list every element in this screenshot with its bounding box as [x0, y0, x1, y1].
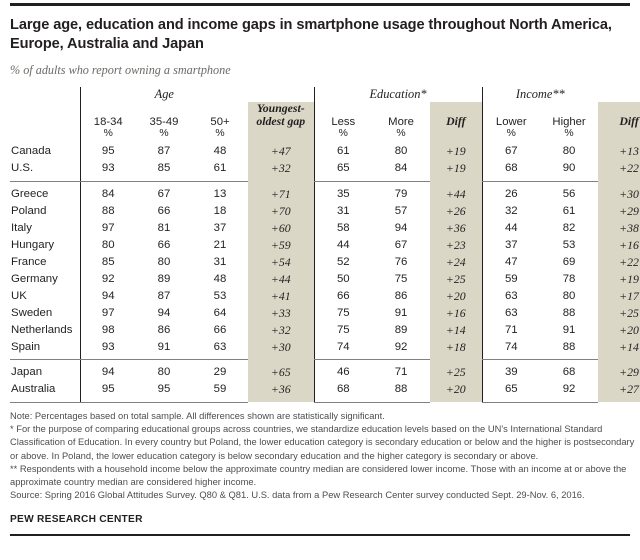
cell-edu-diff: +20 [430, 381, 482, 401]
cell-edu-diff: +14 [430, 322, 482, 339]
cell-inc-diff: +22 [598, 254, 640, 271]
cell-inc-lower: 65 [482, 381, 540, 401]
cell-age-50plus: 53 [213, 289, 227, 302]
pct-inc-higher: % [564, 128, 574, 140]
cell-age-50plus: 61 [213, 162, 227, 175]
cell-country: Germany [11, 272, 58, 285]
col-age-gap: Youngest-oldest gap [248, 102, 314, 128]
group-header-row [10, 87, 640, 102]
group-separator [10, 401, 640, 402]
cell-inc-higher: 88 [562, 340, 576, 353]
cell-inc-higher: 92 [562, 383, 576, 396]
pew-research-center-brand: PEW RESEARCH CENTER [10, 513, 143, 525]
cell-age-18-34: 97 [80, 220, 136, 237]
cell-age-gap: +36 [248, 381, 314, 401]
footnotes [10, 410, 635, 503]
group-education: Education* [314, 87, 482, 102]
cell-inc-lower: 39 [482, 360, 540, 382]
cell-age-35-49: 80 [157, 255, 171, 268]
pct-age-35-49: % [159, 128, 169, 140]
cell-age-50plus: 48 [213, 272, 227, 285]
cell-age-18-34: 92 [80, 271, 136, 288]
table-row [10, 220, 640, 237]
note-source: Source: Spring 2016 Global Attitudes Survey. Q80 & Q81. U.S. data from a Pew Research Center survey conducted Sept. 29-Nov. 6, 2016. [10, 490, 585, 501]
cell-edu-more: 88 [394, 383, 408, 396]
table-row [10, 322, 640, 339]
cell-inc-diff: +14 [598, 339, 640, 359]
cell-inc-higher: 78 [562, 272, 576, 285]
cell-age-gap: +44 [248, 271, 314, 288]
cell-country: Japan [11, 366, 43, 379]
cell-edu-diff: +23 [430, 237, 482, 254]
pct-inc-lower: % [482, 128, 540, 139]
cell-inc-higher: 61 [562, 204, 576, 217]
cell-age-35-49: 87 [157, 289, 171, 302]
cell-edu-less: 75 [314, 305, 372, 322]
table-row [10, 139, 640, 160]
cell-inc-lower: 74 [482, 339, 540, 359]
table-row [10, 360, 640, 382]
cell-inc-lower: 67 [482, 139, 540, 160]
cell-age-18-34: 93 [80, 160, 136, 180]
cell-country: Spain [11, 340, 41, 353]
cell-age-18-34: 97 [80, 305, 136, 322]
percent-sign-row [10, 128, 640, 139]
col-age-50plus: 50+ [210, 115, 230, 128]
cell-age-50plus: 13 [213, 187, 227, 200]
note-general: Note: Percentages based on total sample. All differences shown are statistically significant. [10, 410, 385, 421]
cell-age-50plus: 37 [213, 221, 227, 234]
group-income: Income** [482, 87, 598, 102]
cell-age-35-49: 80 [157, 366, 171, 379]
note-education: * For the purpose of comparing educational groups across countries, we standardize education levels based on the UN's International Standard Classification of Education. In every country but Poland, the lower education category is secondary education or below and the higher is postsecondary or above. In Poland, the lower education category is below secondary education and the higher category is secondary or above. [10, 423, 635, 461]
cell-inc-higher: 69 [562, 255, 576, 268]
cell-edu-diff: +24 [430, 254, 482, 271]
cell-age-gap: +47 [248, 139, 314, 160]
cell-edu-more: 80 [394, 145, 408, 158]
cell-inc-diff: +27 [598, 381, 640, 401]
cell-age-gap: +60 [248, 220, 314, 237]
cell-inc-lower: 63 [482, 305, 540, 322]
cell-age-18-34: 84 [80, 181, 136, 203]
table-row [10, 339, 640, 359]
pct-inc-diff [598, 128, 640, 139]
cell-inc-higher: 80 [562, 145, 576, 158]
col-country [10, 102, 80, 128]
cell-age-18-34: 80 [80, 237, 136, 254]
cell-inc-diff: +25 [598, 305, 640, 322]
cell-inc-higher: 80 [562, 289, 576, 302]
cell-edu-less: 65 [314, 160, 372, 180]
cell-edu-diff: +18 [430, 339, 482, 359]
col-inc-lower: Lower [482, 102, 540, 128]
cell-inc-diff: +13 [598, 139, 640, 160]
cell-inc-lower: 44 [482, 220, 540, 237]
col-age-35-49: 35-49 [149, 115, 179, 128]
pct-age-18-34: % [80, 128, 136, 139]
cell-inc-lower: 37 [482, 237, 540, 254]
table-row [10, 160, 640, 180]
cell-age-18-34: 95 [80, 381, 136, 401]
cell-age-50plus: 18 [213, 204, 227, 217]
cell-inc-diff: +22 [598, 160, 640, 180]
table-row [10, 381, 640, 401]
table-row [10, 203, 640, 220]
cell-inc-lower: 47 [482, 254, 540, 271]
cell-country: Italy [11, 221, 32, 234]
note-income: ** Respondents with a household income below the approximate country median are considered lower income. Those with an income at or above the approximate country median are considered higher income. [10, 463, 627, 488]
cell-age-gap: +54 [248, 254, 314, 271]
page-subtitle: % of adults who report owning a smartphone [10, 62, 231, 77]
cell-inc-higher: 68 [562, 366, 576, 379]
cell-age-35-49: 67 [157, 187, 171, 200]
cell-inc-diff: +19 [598, 271, 640, 288]
cell-age-35-49: 87 [157, 145, 171, 158]
cell-edu-less: 44 [314, 237, 372, 254]
pct-age-gap [248, 128, 314, 139]
cell-inc-diff: +29 [598, 203, 640, 220]
cell-edu-more: 84 [394, 162, 408, 175]
cell-country: Sweden [11, 306, 53, 319]
top-rule [10, 3, 630, 6]
cell-inc-diff: +38 [598, 220, 640, 237]
group-income-diff-spacer [598, 87, 640, 102]
cell-inc-lower: 68 [482, 160, 540, 180]
cell-edu-less: 75 [314, 322, 372, 339]
cell-country: Poland [11, 204, 47, 217]
cell-age-50plus: 59 [213, 383, 227, 396]
table-row [10, 271, 640, 288]
cell-inc-diff: +16 [598, 237, 640, 254]
cell-edu-diff: +19 [430, 139, 482, 160]
cell-inc-lower: 59 [482, 271, 540, 288]
cell-edu-diff: +44 [430, 181, 482, 203]
pct-edu-less: % [314, 128, 372, 139]
col-inc-diff: Diff [598, 102, 640, 128]
column-header-row [10, 102, 640, 128]
cell-country: U.S. [11, 162, 34, 175]
cell-inc-lower: 32 [482, 203, 540, 220]
pct-edu-diff [430, 128, 482, 139]
cell-age-35-49: 95 [157, 383, 171, 396]
cell-country: Canada [11, 145, 51, 158]
cell-edu-less: 31 [314, 203, 372, 220]
cell-edu-more: 79 [394, 187, 408, 200]
cell-age-35-49: 81 [157, 221, 171, 234]
col-inc-higher: Higher [552, 115, 586, 128]
cell-country: Australia [11, 383, 56, 396]
cell-age-gap: +30 [248, 339, 314, 359]
cell-age-50plus: 21 [213, 238, 227, 251]
col-edu-less: Less [314, 102, 372, 128]
cell-edu-more: 92 [394, 340, 408, 353]
cell-country: Hungary [11, 238, 55, 251]
cell-edu-more: 86 [394, 289, 408, 302]
pct-country [10, 128, 80, 139]
cell-age-18-34: 94 [80, 288, 136, 305]
table-row [10, 237, 640, 254]
cell-age-gap: +41 [248, 288, 314, 305]
table-row [10, 288, 640, 305]
cell-inc-diff: +29 [598, 360, 640, 382]
cell-age-18-34: 98 [80, 322, 136, 339]
cell-inc-lower: 63 [482, 288, 540, 305]
cell-edu-less: 35 [314, 181, 372, 203]
cell-inc-diff: +17 [598, 288, 640, 305]
data-table [10, 87, 640, 403]
cell-country: Netherlands [11, 323, 73, 336]
cell-country: Greece [11, 187, 49, 200]
cell-age-50plus: 64 [213, 306, 227, 319]
cell-country: UK [11, 289, 27, 302]
cell-edu-diff: +25 [430, 271, 482, 288]
cell-age-35-49: 66 [157, 238, 171, 251]
cell-age-18-34: 95 [80, 139, 136, 160]
cell-age-gap: +32 [248, 322, 314, 339]
cell-age-35-49: 85 [157, 162, 171, 175]
cell-edu-diff: +25 [430, 360, 482, 382]
cell-edu-diff: +20 [430, 288, 482, 305]
cell-age-gap: +70 [248, 203, 314, 220]
bottom-rule [10, 534, 630, 536]
table-row [10, 254, 640, 271]
cell-edu-less: 58 [314, 220, 372, 237]
cell-age-18-34: 88 [80, 203, 136, 220]
col-edu-diff: Diff [430, 102, 482, 128]
col-edu-more: More [388, 115, 414, 128]
cell-country: France [11, 255, 47, 268]
cell-edu-less: 68 [314, 381, 372, 401]
cell-edu-more: 67 [394, 238, 408, 251]
table-row [10, 305, 640, 322]
cell-edu-more: 75 [394, 272, 408, 285]
cell-edu-diff: +26 [430, 203, 482, 220]
cell-age-35-49: 66 [157, 204, 171, 217]
infographic-page [0, 3, 640, 560]
cell-inc-higher: 82 [562, 221, 576, 234]
cell-inc-higher: 53 [562, 238, 576, 251]
cell-inc-higher: 90 [562, 162, 576, 175]
cell-age-50plus: 63 [213, 340, 227, 353]
cell-edu-more: 94 [394, 221, 408, 234]
cell-age-35-49: 91 [157, 340, 171, 353]
cell-age-gap: +65 [248, 360, 314, 382]
col-age-18-34: 18-34 [80, 102, 136, 128]
cell-inc-higher: 56 [562, 187, 576, 200]
group-gap-spacer [248, 87, 314, 102]
cell-edu-more: 71 [394, 366, 408, 379]
cell-edu-more: 57 [394, 204, 408, 217]
cell-inc-lower: 71 [482, 322, 540, 339]
cell-age-50plus: 31 [213, 255, 227, 268]
cell-edu-diff: +36 [430, 220, 482, 237]
group-age: Age [80, 87, 248, 102]
cell-inc-diff: +30 [598, 181, 640, 203]
cell-inc-higher: 91 [562, 323, 576, 336]
page-title: Large age, education and income gaps in smartphone usage throughout North America, Europe, Australia and Japan [10, 17, 612, 53]
cell-edu-less: 74 [314, 339, 372, 359]
cell-age-18-34: 85 [80, 254, 136, 271]
cell-age-50plus: 66 [213, 323, 227, 336]
cell-edu-less: 46 [314, 360, 372, 382]
cell-edu-diff: +19 [430, 160, 482, 180]
cell-age-gap: +33 [248, 305, 314, 322]
cell-age-50plus: 48 [213, 145, 227, 158]
cell-inc-higher: 88 [562, 306, 576, 319]
pct-age-50plus: % [215, 128, 225, 140]
pct-edu-more: % [396, 128, 406, 140]
cell-age-35-49: 89 [157, 272, 171, 285]
cell-age-gap: +59 [248, 237, 314, 254]
cell-age-35-49: 86 [157, 323, 171, 336]
cell-inc-lower: 26 [482, 181, 540, 203]
cell-edu-less: 66 [314, 288, 372, 305]
cell-edu-more: 89 [394, 323, 408, 336]
cell-age-50plus: 29 [213, 366, 227, 379]
cell-age-18-34: 94 [80, 360, 136, 382]
cell-edu-more: 91 [394, 306, 408, 319]
group-blank [10, 87, 80, 102]
cell-edu-diff: +16 [430, 305, 482, 322]
cell-edu-less: 52 [314, 254, 372, 271]
cell-edu-less: 61 [314, 139, 372, 160]
cell-age-18-34: 93 [80, 339, 136, 359]
cell-edu-more: 76 [394, 255, 408, 268]
cell-age-gap: +32 [248, 160, 314, 180]
cell-age-35-49: 94 [157, 306, 171, 319]
cell-age-gap: +71 [248, 181, 314, 203]
cell-edu-less: 50 [314, 271, 372, 288]
table-row [10, 181, 640, 203]
cell-inc-diff: +20 [598, 322, 640, 339]
